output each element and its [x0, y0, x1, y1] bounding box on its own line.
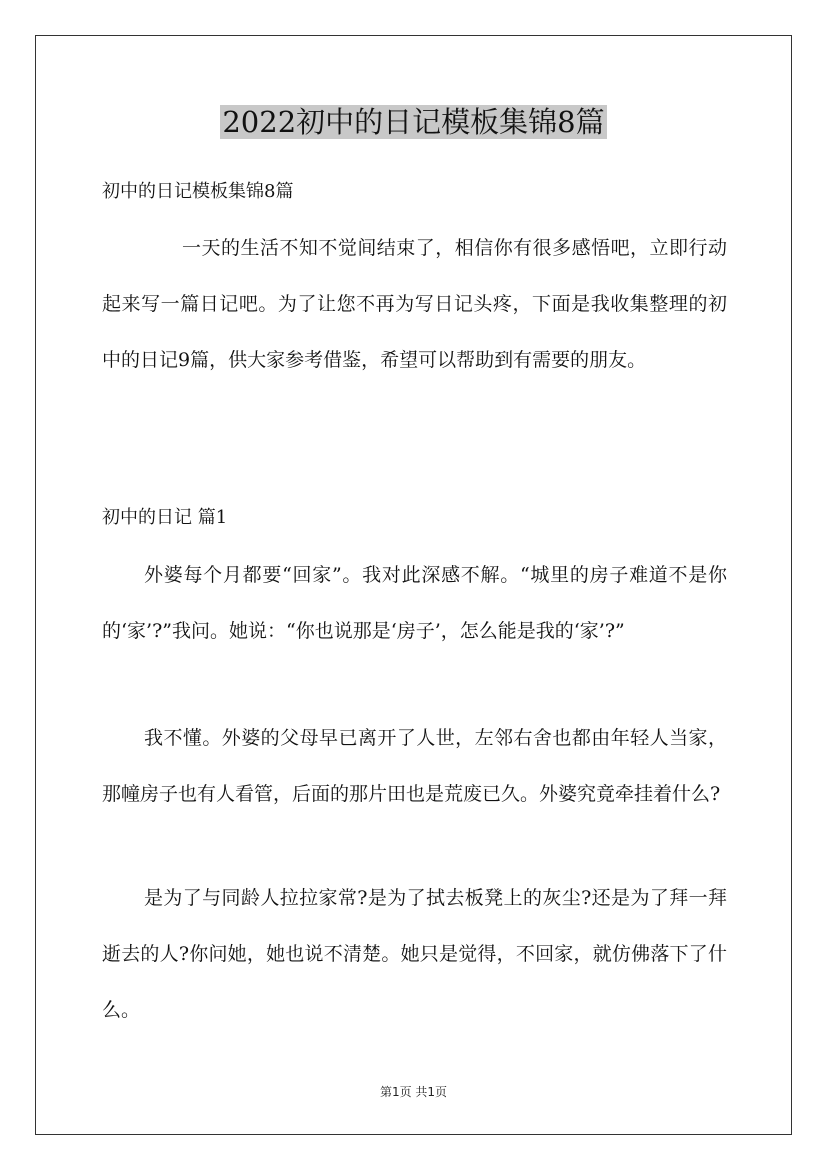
- document-title: [0, 102, 827, 142]
- intro-paragraph: 一天的生活不知不觉间结束了，相信你有很多感悟吧，立即行动起来写一篇日记吧。为了让您不再为写日记头疼，下面是我收集整理的初中的日记9篇，供大家参考借鉴，希望可以帮助到有需要的朋友。: [102, 237, 727, 371]
- body-paragraph: 外婆每个月都要“回家”。我对此深感不解。“城里的房子难道不是你的‘家’?”我问。她说：“你也说那是‘房子’，怎么能是我的‘家’?”: [102, 564, 727, 642]
- document-subtitle: 初中的日记模板集锦8篇: [102, 181, 294, 202]
- document-title-text: 2022初中的日记模板集锦8篇: [222, 105, 605, 139]
- body-paragraph: 我不懂。外婆的父母早已离开了人世，左邻右舍也都由年轻人当家，那幢房子也有人看管，后面的那片田也是荒废已久。外婆究竟牵挂着什么?: [102, 727, 727, 805]
- body-paragraph: 是为了与同龄人拉拉家常?是为了拭去板凳上的灰尘?还是为了拜一拜逝去的人?你问她，她也说不清楚。她只是觉得，不回家，就仿佛落下了什么。: [102, 887, 727, 1021]
- page-footer: 第1页 共1页: [379, 1085, 448, 1099]
- section-heading: 初中的日记 篇1: [102, 507, 228, 528]
